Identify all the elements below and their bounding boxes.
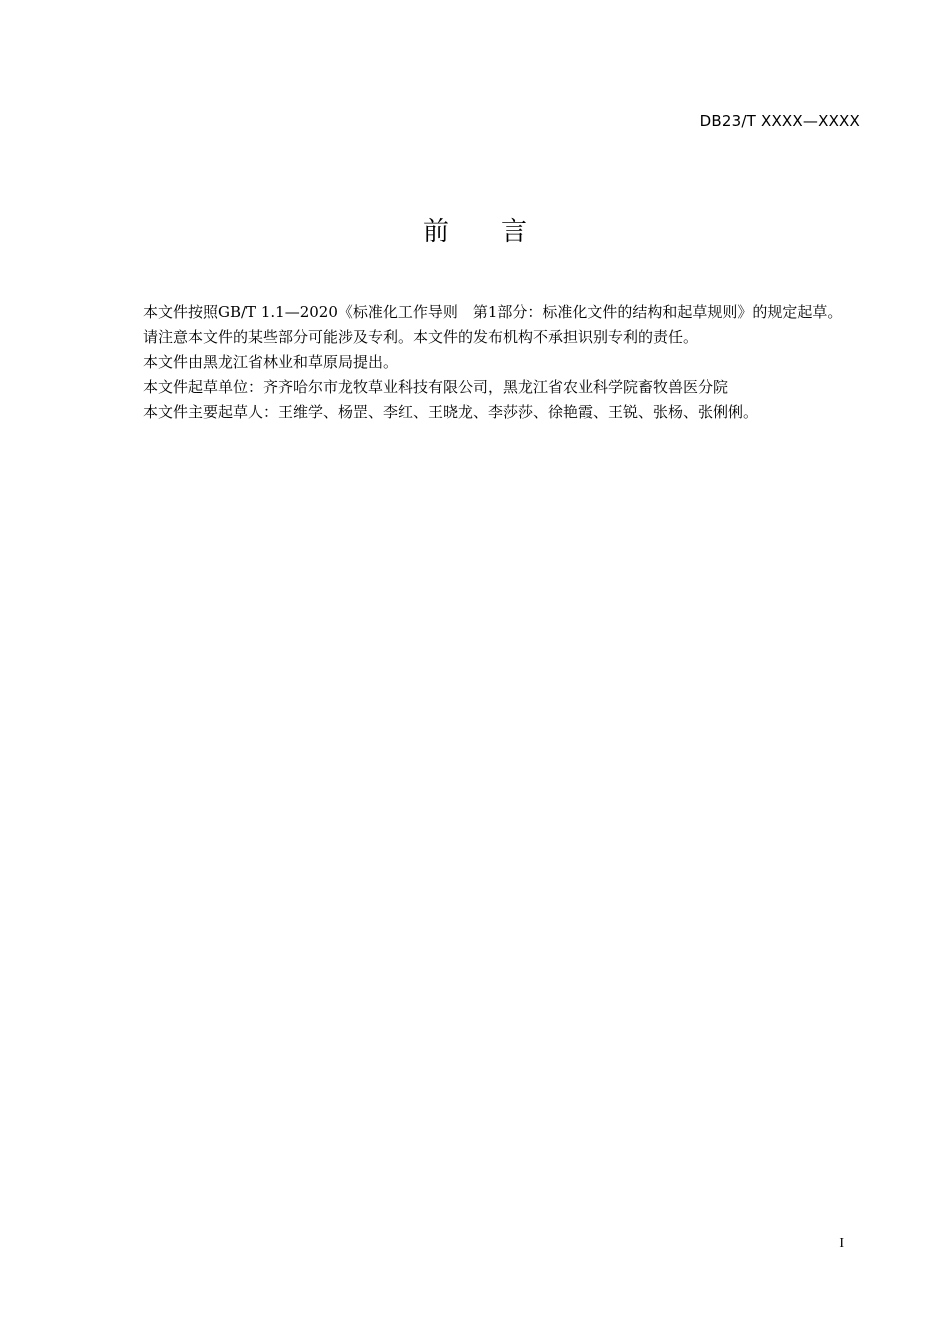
document-code: DB23/T XXXX—XXXX — [699, 112, 860, 130]
paragraph-drafters: 本文件主要起草人：王维学、杨罡、李红、王晓龙、李莎莎、徐艳霞、王锐、张杨、张俐俐。 — [143, 403, 759, 421]
preface-title: 前 言 — [422, 217, 527, 247]
page-number: I — [839, 1236, 844, 1251]
paragraph-drafting-rules: 本文件按照GB/T 1.1—2020《标准化工作导则 第1部分：标准化文件的结构和起草规则》的规定起草。 — [143, 303, 843, 321]
preface-body — [113, 300, 861, 425]
paragraph-drafting-units: 本文件起草单位：齐齐哈尔市龙牧草业科技有限公司，黑龙江省农业科学院畜牧兽医分院 — [143, 378, 729, 396]
paragraph-proposer: 本文件由黑龙江省林业和草原局提出。 — [143, 353, 399, 371]
paragraph-patent-notice: 请注意本文件的某些部分可能涉及专利。本文件的发布机构不承担识别专利的责任。 — [143, 328, 699, 346]
